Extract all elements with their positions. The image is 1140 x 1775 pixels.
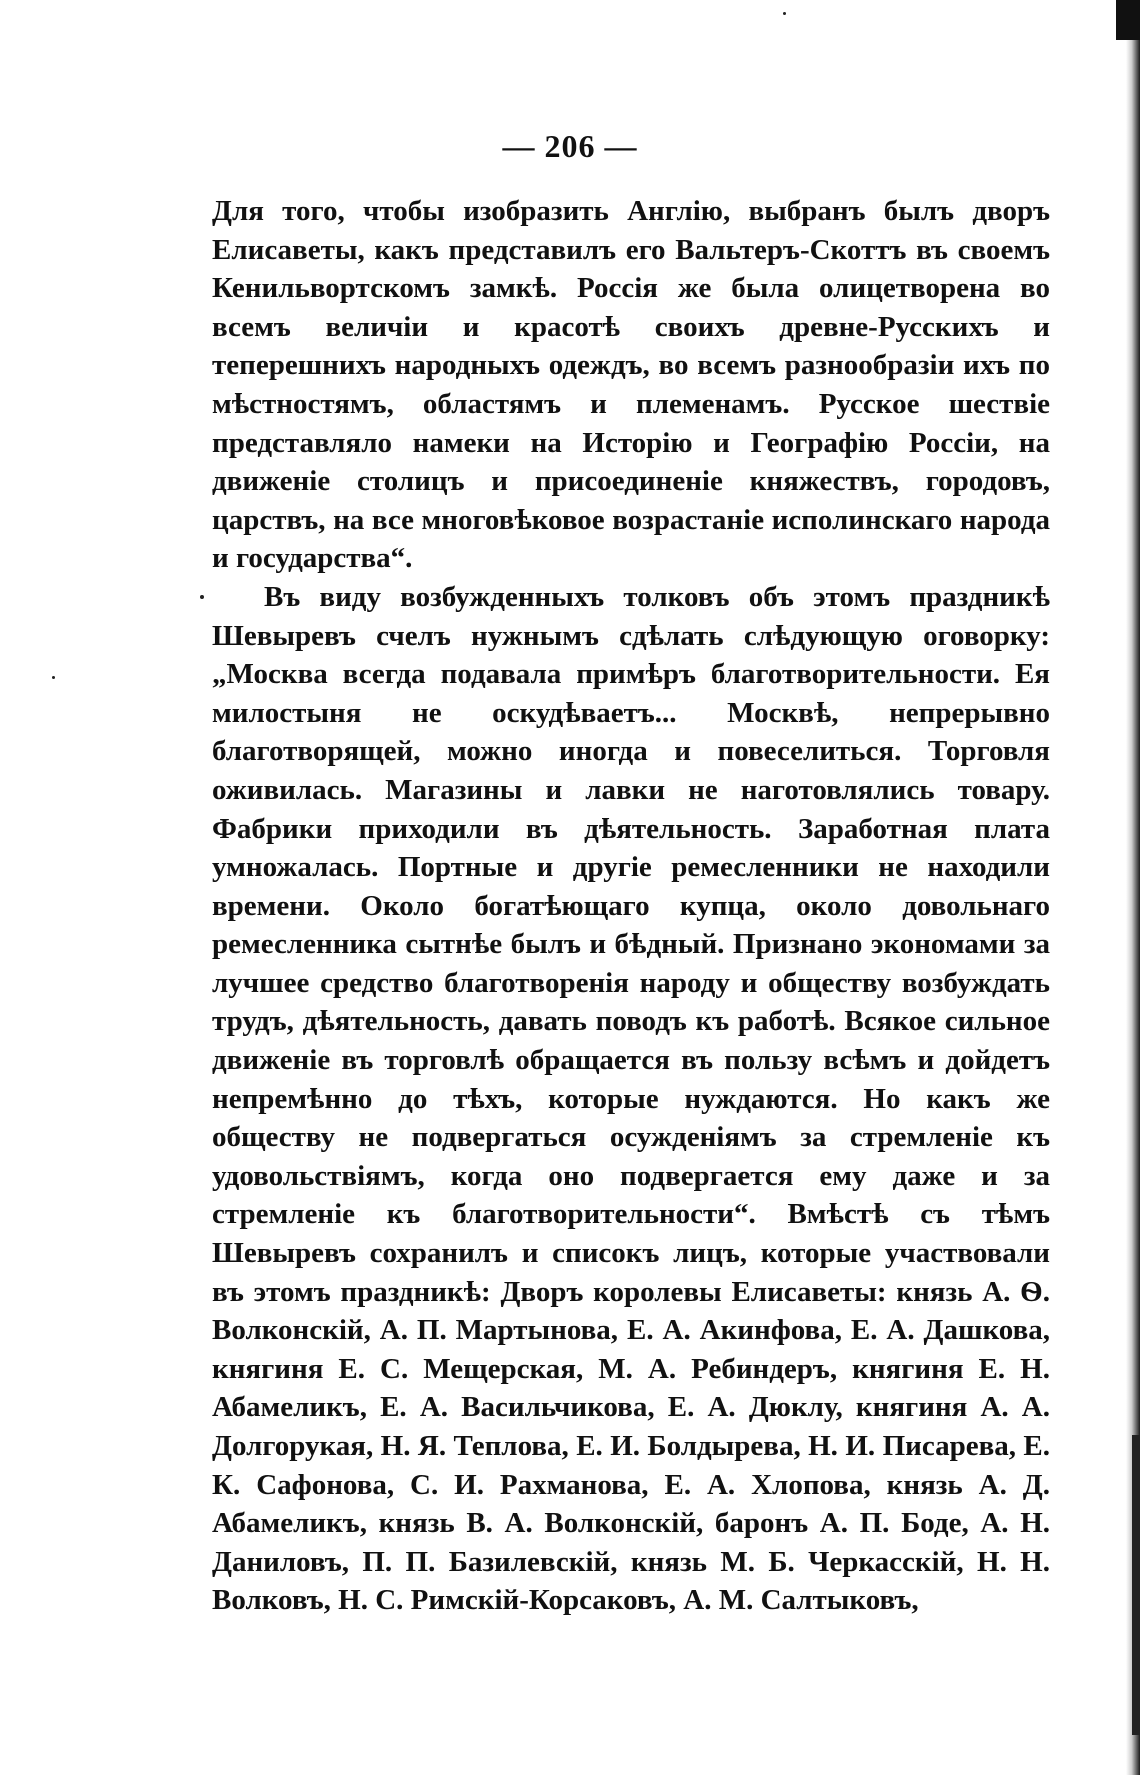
page-edge-shadow-top [1116, 0, 1140, 40]
scan-speck [783, 12, 786, 15]
scan-speck [200, 595, 204, 599]
paragraph-1: Для того, чтобы изобразить Англію, выбранъ былъ дворъ Елисаветы, какъ представилъ его Вальтеръ-Скоттъ въ своемъ Кенильвортскомъ замкѣ. Россія же была олицетворена во всемъ величіи и красотѣ своихъ древне-Русскихъ и теперешнихъ народныхъ одеждъ, во всемъ разнообразіи ихъ по мѣстностямъ, областямъ и племенамъ. Русское шествіе представляло намеки на Исторію и Географію Россіи, на движеніе столицъ и присоединеніе княжествъ, городовъ, царствъ, на все многовѣковое возрастаніе исполинскаго народа и государства“. [212, 195, 1050, 575]
paragraph-2: Въ виду возбужденныхъ толковъ объ этомъ праздникѣ Шевыревъ счелъ нужнымъ сдѣлать слѣдующую оговорку: „Москва всегда подавала примѣръ благотворительности. Ея милостыня не оскудѣваетъ... Москвѣ, непрерывно благотворящей, можно иногда и повеселиться. Торговля оживилась. Магазины и лавки не наготовлялись товару. Фабрики приходили въ дѣятельность. Заработная плата умножалась. Портные и другіе ремесленники не находили времени. Около богатѣющаго купца, около довольнаго ремесленника сытнѣе былъ и бѣдный. Признано экономами за лучшее средство благотворенія народу и обществу возбуждать трудъ, дѣятельность, давать поводъ къ работѣ. Всякое сильное движеніе въ торговлѣ обращается въ пользу всѣмъ и дойдетъ непремѣнно до тѣхъ, которые нуждаются. Но какъ же обществу не подвергаться осужденіямъ за стремленіе къ удовольствіямъ, когда оно подвергается ему даже и за стремленіе къ благотворительности“. Вмѣстѣ съ тѣмъ Шевыревъ сохранилъ и списокъ лицъ, которые участвовали въ этомъ праздникѣ: Дворъ королевы Елисаветы: князь А. Ѳ. Волконскій, А. П. Мартынова, Е. А. Акинфова, Е. А. Дашкова, княгиня Е. С. Мещерская, М. А. Ребиндеръ, княгиня Е. Н. Абамеликъ, Е. А. Васильчикова, Е. А. Дюклу, княгиня А. А. Долгорукая, Н. Я. Теплова, Е. И. Болдырева, Н. И. Писарева, Е. К. Сафонова, С. И. Рахманова, Е. А. Хлопова, князь А. Д. Абамеликъ, князь В. А. Волконскій, баронъ А. П. Боде, А. Н. Даниловъ, П. П. Базилевскій, князь М. Б. Черкасскій, Н. Н. Волковъ, Н. С. Римскій-Корсаковъ, А. М. Салтыковъ, [212, 580, 1050, 1617]
page-edge-shadow-bottom [1132, 1435, 1140, 1735]
scan-speck [52, 676, 55, 679]
page-number: — 206 — [502, 128, 638, 164]
body-text [212, 192, 1050, 1620]
